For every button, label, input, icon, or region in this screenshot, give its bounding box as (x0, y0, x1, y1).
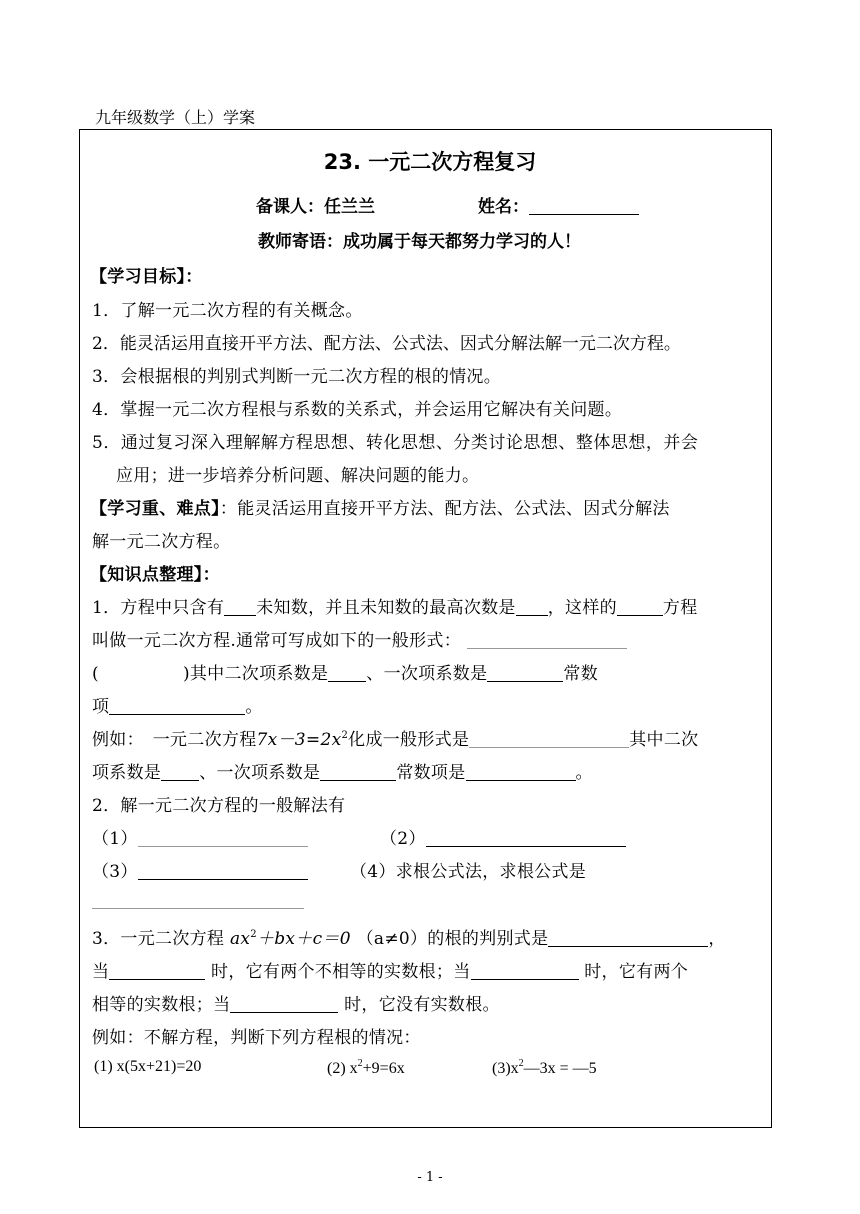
knowledge-p1-line2 (92, 626, 627, 651)
answer-blank[interactable] (138, 829, 308, 847)
text: —3x = —5 (523, 1060, 597, 1077)
example1-line1 (92, 725, 698, 750)
answer-blank[interactable] (426, 829, 626, 847)
goal-item: 2．能灵活运用直接开平方法、配方法、公式法、因式分解法解一元二次方程。 (92, 334, 681, 354)
document-header: 九年级数学（上）学案 (95, 108, 256, 127)
example2-q2 (327, 1058, 405, 1078)
superscript: 2 (357, 1058, 363, 1069)
answer-blank[interactable] (548, 929, 708, 947)
text: 常数项是 (396, 763, 466, 783)
text: 、一次项系数是 (199, 763, 321, 783)
knowledge-p1-line4 (92, 692, 263, 717)
text: （1） (92, 829, 138, 849)
text: （a≠0）的根的判别式是 (356, 929, 549, 949)
text: 时，它有两个 (584, 962, 689, 982)
discriminant-line3 (92, 990, 500, 1015)
text: 例如： 一元二次方程 (92, 730, 257, 750)
text: 未知数，并且未知数的最高次数是 (256, 598, 516, 618)
text: 1．方程中只含有 (92, 598, 225, 618)
answer-blank[interactable] (328, 664, 366, 682)
text: )其中二次项系数是 (182, 664, 329, 684)
discriminant-line2 (92, 957, 688, 982)
example1-line2 (92, 758, 593, 783)
text: （2） (380, 829, 426, 849)
method-2 (380, 824, 626, 849)
author: 备课人：任兰兰 (256, 197, 375, 217)
page-number: - 1 - (417, 1170, 443, 1185)
key-text: ：能灵活运用直接开平方法、配方法、公式法、因式分解法 (219, 499, 670, 519)
text: （3） (92, 862, 138, 882)
name-field (478, 192, 639, 217)
text: 项系数是 (92, 763, 162, 783)
text: (2) x (327, 1060, 358, 1077)
equation: 7x－3=2x (256, 730, 342, 750)
name-label: 姓名： (478, 197, 529, 217)
knowledge-p1-line1 (92, 593, 698, 618)
goals-heading: 【学习目标】： (90, 267, 203, 287)
superscript: 2 (518, 1058, 524, 1069)
author-line (256, 192, 375, 217)
key-heading: 【学习重、难点】 (90, 499, 220, 519)
text: 时，它有两个不相等的实数根；当 (211, 962, 471, 982)
methods-title: 2．解一元二次方程的一般解法有 (92, 796, 346, 816)
text: ，这样的 (547, 598, 617, 618)
answer-blank[interactable] (487, 664, 563, 682)
equation: ax (229, 929, 251, 949)
text: 、一次项系数是 (366, 664, 488, 684)
text: 。 (575, 763, 593, 783)
method-1 (92, 824, 308, 849)
text: 化成一般形式是 (348, 730, 470, 750)
text: 方程 (662, 598, 698, 618)
text: 时，它没有实数根。 (344, 995, 500, 1015)
text: +9=6x (362, 1060, 405, 1077)
answer-blank[interactable] (224, 598, 256, 616)
answer-blank[interactable] (516, 598, 548, 616)
goal-item: 1．了解一元二次方程的有关概念。 (92, 301, 363, 321)
answer-blank[interactable] (471, 962, 579, 980)
text: 叫做一元二次方程.通常可写成如下的一般形式： (92, 631, 462, 651)
document-title: 23. 一元二次方程复习 (323, 150, 537, 174)
formula-blank[interactable] (92, 908, 304, 909)
text: 其中二次 (629, 730, 699, 750)
example2-title: 例如：不解方程，判断下列方程根的情况： (92, 1028, 421, 1048)
example2-q1: (1) x(5x+21)=20 (94, 1058, 202, 1075)
discriminant-line1 (92, 924, 726, 949)
text: 3．一元二次方程 (92, 929, 225, 949)
answer-blank[interactable] (320, 763, 396, 781)
superscript: 2 (341, 730, 349, 741)
example2-q3 (492, 1058, 597, 1078)
text: ( (92, 664, 99, 684)
text: 常数 (563, 664, 598, 684)
goal-item: 应用；进一步培养分析问题、解决问题的能力。 (116, 466, 480, 486)
goal-item: 4．掌握一元二次方程根与系数的关系式，并会运用它解决有关问题。 (92, 400, 623, 420)
goal-item: 3．会根据根的判别式判断一元二次方程的根的情况。 (92, 367, 502, 387)
knowledge-heading: 【知识点整理】： (90, 565, 220, 585)
key-text-cont: 解一元二次方程。 (92, 532, 231, 552)
answer-blank[interactable] (617, 598, 663, 616)
answer-blank[interactable] (138, 862, 308, 880)
superscript: 2 (250, 929, 257, 940)
text: 。 (245, 697, 263, 717)
text: (3)x (492, 1060, 519, 1077)
method-4: （4）求根公式法，求根公式是 (350, 862, 587, 882)
answer-blank[interactable] (467, 631, 627, 649)
knowledge-p1-line3 (92, 659, 598, 684)
key-points (90, 494, 670, 519)
name-blank[interactable] (529, 197, 639, 215)
teacher-motto: 教师寄语：成功属于每天都努力学习的人！ (258, 232, 581, 252)
answer-blank[interactable] (469, 730, 629, 748)
text: 项 (92, 697, 110, 717)
answer-blank[interactable] (466, 763, 576, 781)
text: 相等的实数根；当 (92, 995, 231, 1015)
equation: ＋bx＋c＝0 (256, 929, 351, 949)
answer-blank[interactable] (230, 995, 338, 1013)
text: 当 (92, 962, 110, 982)
goal-item: 5．通过复习深入理解解方程思想、转化思想、分类讨论思想、整体思想，并会 (92, 433, 699, 453)
method-3 (92, 857, 308, 882)
answer-blank[interactable] (109, 962, 205, 980)
answer-blank[interactable] (161, 763, 199, 781)
answer-blank[interactable] (109, 697, 245, 715)
text: ， (708, 929, 726, 949)
